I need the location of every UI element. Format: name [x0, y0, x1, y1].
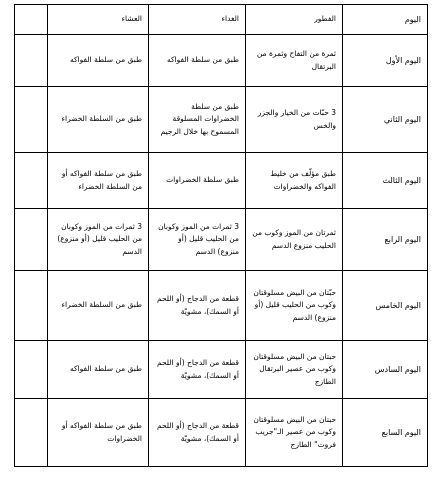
dinner-text: طبق من سلطة الفواكه أو من السلطة الخضراء [61, 169, 142, 191]
day-cell [343, 209, 428, 271]
dinner-cell [48, 209, 149, 271]
table-row [15, 153, 428, 209]
header-row [15, 5, 428, 35]
header-breakfast-text: الفطور [314, 14, 336, 24]
breakfast-text: ثمرة من التفاح وثمرة من البرتقال [256, 49, 336, 71]
header-day [343, 5, 428, 35]
breakfast-cell [246, 35, 343, 87]
breakfast-text: حبتان من البيض مسلوقتان وكوب من عصير الـ"جريب فروت" الطازج [253, 414, 336, 449]
dinner-text: طبق من سلطة الفواكه أو الخضراوات [61, 421, 142, 443]
lunch-text: طبق سلطة الخضراوات [166, 175, 239, 185]
day-cell [343, 341, 428, 399]
lunch-cell [149, 153, 246, 209]
day-label: اليوم الخامس [375, 300, 421, 310]
meal-plan-table [14, 4, 428, 467]
lunch-text: 3 ثمرات من الموز وكوبان من الحليب قليل (أو منزوع) الدسم [158, 221, 239, 256]
lunch-cell [149, 87, 246, 153]
header-lunch [149, 5, 246, 35]
lunch-text: قطعة من الدجاج (أو اللحم أو السمك)، مشويّة [156, 421, 239, 443]
dinner-cell [48, 35, 149, 87]
table-row [15, 209, 428, 271]
lunch-cell [149, 35, 246, 87]
day-label: اليوم السادس [374, 364, 421, 374]
breakfast-cell [246, 271, 343, 341]
table-row [15, 399, 428, 467]
extra-cell [15, 87, 48, 153]
lunch-text: طبق من سلطة الفواكه [166, 55, 239, 65]
breakfast-text: طبق مؤلّف من خليط الفواكه والخضراوات [270, 169, 336, 191]
extra-cell [15, 209, 48, 271]
header-breakfast [246, 5, 343, 35]
dinner-cell [48, 87, 149, 153]
header-lunch-text: الغداء [221, 14, 239, 24]
extra-cell [15, 399, 48, 467]
table-row [15, 341, 428, 399]
header-day-text: اليوم [404, 14, 421, 24]
breakfast-text: 3 حبّات من الخيار والجزر والخس [257, 108, 336, 130]
breakfast-text: حبتان من البيض مسلوقتان وكوب من عصير البرتقال الطازج [253, 351, 336, 386]
dinner-text: 3 ثمرات من الموز وكوبان من الحليب قليل (أو منزوع) الدسم [57, 221, 142, 256]
breakfast-cell [246, 153, 343, 209]
day-label: اليوم الرابع [384, 234, 421, 244]
day-label: اليوم الثاني [383, 114, 421, 124]
breakfast-text: ثمرتان من الموز وكوب من الحليب منزوع الدسم [252, 228, 336, 250]
dinner-cell [48, 271, 149, 341]
extra-cell [15, 341, 48, 399]
lunch-cell [149, 209, 246, 271]
dinner-text: طبق من سلطة الفواكه [69, 55, 142, 65]
day-cell [343, 153, 428, 209]
table-row [15, 271, 428, 341]
breakfast-cell [246, 341, 343, 399]
table-row [15, 87, 428, 153]
lunch-cell [149, 271, 246, 341]
day-cell [343, 87, 428, 153]
lunch-cell [149, 341, 246, 399]
breakfast-cell [246, 399, 343, 467]
dinner-cell [48, 341, 149, 399]
extra-cell [15, 35, 48, 87]
breakfast-cell [246, 87, 343, 153]
breakfast-cell [246, 209, 343, 271]
day-cell [343, 271, 428, 341]
day-label: اليوم الأول [385, 55, 421, 65]
day-cell [343, 35, 428, 87]
lunch-cell [149, 399, 246, 467]
breakfast-text: حبّتان من البيض مسلوقتان وكوب من الحليب قليل (أو منزوع) الدسم [253, 287, 336, 322]
day-label: اليوم الثالث [382, 175, 421, 185]
lunch-text: طبق من سلطة الخضراوات المسلوقة المسموح بها خلال الرجيم [160, 101, 239, 136]
day-cell [343, 399, 428, 467]
extra-cell [15, 271, 48, 341]
table-row [15, 35, 428, 87]
header-dinner-text: العشاء [121, 14, 142, 24]
lunch-text: قطعة من الدجاج (أو اللحم أو السمك)، مشويّة [156, 294, 239, 316]
dinner-cell [48, 399, 149, 467]
lunch-text: قطعة من الدجاج (أو اللحم أو السمك)، مشويّة [156, 358, 239, 380]
dinner-text: طبق من السلطة الخضراء [61, 300, 142, 310]
dinner-cell [48, 153, 149, 209]
extra-cell [15, 153, 48, 209]
header-dinner [48, 5, 149, 35]
dinner-text: طبق من سلطة الفواكه [69, 364, 142, 374]
header-extra [15, 5, 48, 35]
dinner-text: طبق من السلطة الخضراء [61, 114, 142, 124]
day-label: اليوم السابع [381, 427, 421, 437]
